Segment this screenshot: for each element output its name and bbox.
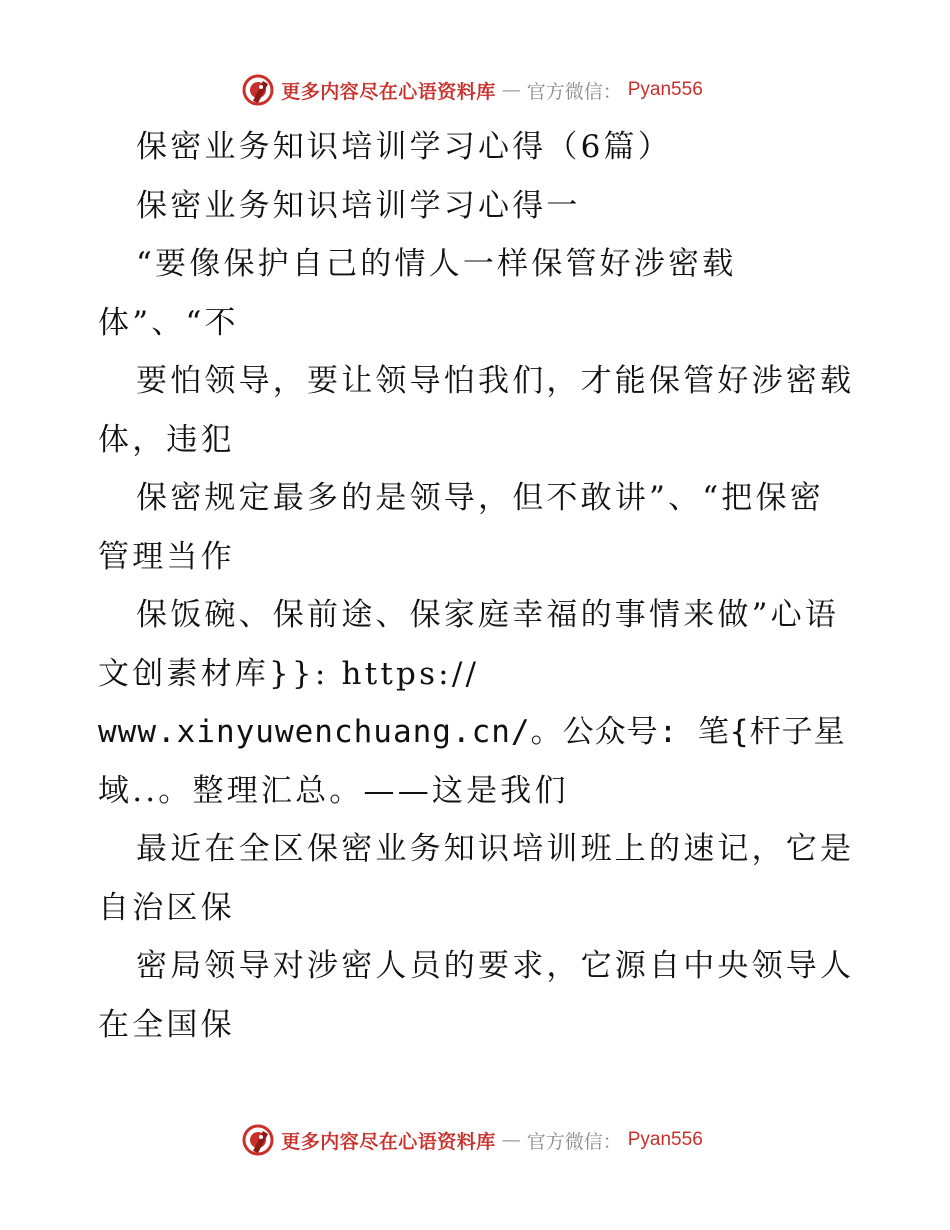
text-line: “要像保护自己的情人一样保管好涉密载 [136, 246, 737, 282]
footer-banner-inner [241, 1123, 703, 1157]
pen-nib-circle-icon [241, 1123, 275, 1157]
wechat-id: Pyan556 [627, 79, 703, 100]
wechat-id: Pyan556 [627, 1129, 703, 1150]
footer-banner [0, 1120, 950, 1160]
text-line: 文创素材库}}: https:// [98, 655, 480, 692]
header-banner [0, 70, 950, 110]
document-title: 保密业务知识培训学习心得（6篇） [136, 129, 672, 165]
text-line: 体，违犯 [98, 421, 235, 458]
brand-text: 更多内容尽在心语资料库 [281, 80, 496, 103]
text-line: 自治区保 [98, 889, 235, 926]
text-line: 域..。整理汇总。——这是我们 [98, 772, 569, 809]
pen-nib-circle-icon [241, 73, 275, 107]
section-heading: 保密业务知识培训学习心得一 [136, 187, 581, 224]
wechat-label: 官方微信： [526, 1130, 622, 1153]
banner-dash: — [501, 1129, 521, 1151]
text-line: 要怕领导，要让领导怕我们，才能保管好涉密载 [136, 363, 855, 399]
text-line: 管理当作 [98, 538, 235, 575]
header-banner-inner [241, 73, 703, 107]
wechat-label: 官方微信： [526, 80, 622, 103]
text-line: 密局领导对涉密人员的要求，它源自中央领导人 [136, 948, 855, 984]
banner-dash: — [501, 79, 521, 101]
text-line: 体”、“不 [98, 304, 239, 341]
text-line: 保饭碗、保前途、保家庭幸福的事情来做”心语 [136, 597, 840, 633]
text-line: 保密规定最多的是领导，但不敢讲”、“把保密 [136, 480, 824, 516]
document-body [98, 118, 858, 1054]
text-line: 在全国保 [98, 1006, 235, 1043]
text-line: 最近在全区保密业务知识培训班上的速记，它是 [136, 831, 855, 867]
text-line: www.xinyuwenchuang.cn/。公众号: 笔{杆子星 [98, 714, 846, 750]
brand-text: 更多内容尽在心语资料库 [281, 1130, 496, 1153]
